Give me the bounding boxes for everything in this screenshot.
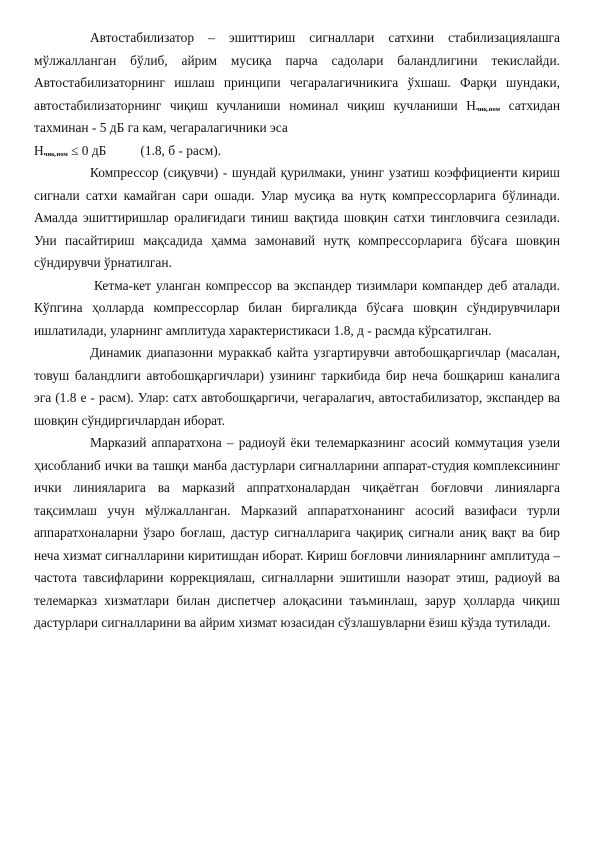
formula-symbol-h: Н bbox=[34, 142, 44, 158]
formula-subscript: чиқ.ном bbox=[43, 150, 68, 158]
paragraph-autostabilizer-tail: сатхидан тахминан - 5 дБ га кам, чегаралагичники эса bbox=[34, 97, 560, 135]
document-page bbox=[34, 27, 560, 635]
symbol-h-subscript: чиқ.ном bbox=[475, 105, 501, 113]
symbol-h: Н bbox=[466, 97, 476, 113]
formula-line bbox=[34, 140, 560, 163]
paragraph-compander: Кетма-кет уланган компрессор ва экспандер тизимлари компандер деб аталади. Кўпгина ҳолларда компрессорлар билан биргаликда бўсаға шовқин сўндирувчилари ишлатилади, уларнинг амплитуда характеристикаси 1.8, д - расмда кўрсатилган. bbox=[34, 277, 560, 338]
formula-condition: ≤ 0 дБ bbox=[67, 142, 107, 158]
paragraph-autostabilizer-text: Автостабилизатор – эшиттириш сигналлари сатхини стабилизациялашга мўлжалланган бўлиб, айрим мусиқа парча садолари баландлигини текислайди. Автостабилизаторнинг ишлаш принципи чегаралагичникига ўхшаш. Фарқи шундаки, автостабилизаторнинг чиқиш кучланиши номинал чиқиш кучланиши bbox=[34, 30, 560, 113]
paragraph-compressor: Компрессор (сиқувчи) - шундай қурилмаки, унинг узатиш коэффициенти кириш сигнали сатхи камайган сари ошади. Улар мусиқа ва нутқ компрессорларига бўлинади. Амалда эшиттиришлар оралиғидаги тиниш вақтида шовқин сатхи тингловчига сезилади. Уни пасайтириш мақсадида ҳамма замонавий нутқ компрессорларига бўсаға шовқин сўндирувчи ўрнатилган. bbox=[34, 165, 560, 270]
paragraph-central-apparatus: Марказий аппаратхона – радиоуй ёки телемарказнинг асосий коммутация узели ҳисобланиб ички ва ташқи манба дастурлари сигналларини аппарат-студия комплексининг ички линияларига ва марказий аппратхоналардан чиқаётган боғловчи линияларга тақсимлаш учун мўлжалланган. Марказий аппаратхонанинг асосий вазифаси турли аппаратхоналарни ўзаро боғлаш, дастур сигналларига чақириқ сигнали аниқ вақт ва бир неча хизмат сигналларини киритишдан иборат. Кириш боғловчи линияларнинг амплитуда – частота тавсифларини коррекциялаш, сигналларни эшитишли назорат этиш, радиоуй ва телемарказ хизматлари билан диспетчер алоқасини таъминлаш, зарур ҳолларда чиқиш дастурлари сигналларини ва айрим хизмат юзасидан сўзлашувларни ёзиш кўзда тутилади. bbox=[34, 435, 560, 630]
paragraph-autostabilizer bbox=[34, 27, 560, 140]
formula-figure-reference: (1.8, б - расм). bbox=[140, 142, 222, 158]
paragraph-dynamic-range: Динамик диапазонни мураккаб кайта узгартирувчи автобошқаргичлар (масалан, товуш баландлиги автобошқаргичлари) узининг таркибида бир неча бошқариш каналига эга (1.8 е - расм). Улар: сатх автобошқаргичи, чегаралагич, автостабилизатор, экспандер ва шовқин сўндиргичлардан иборат. bbox=[34, 345, 560, 428]
